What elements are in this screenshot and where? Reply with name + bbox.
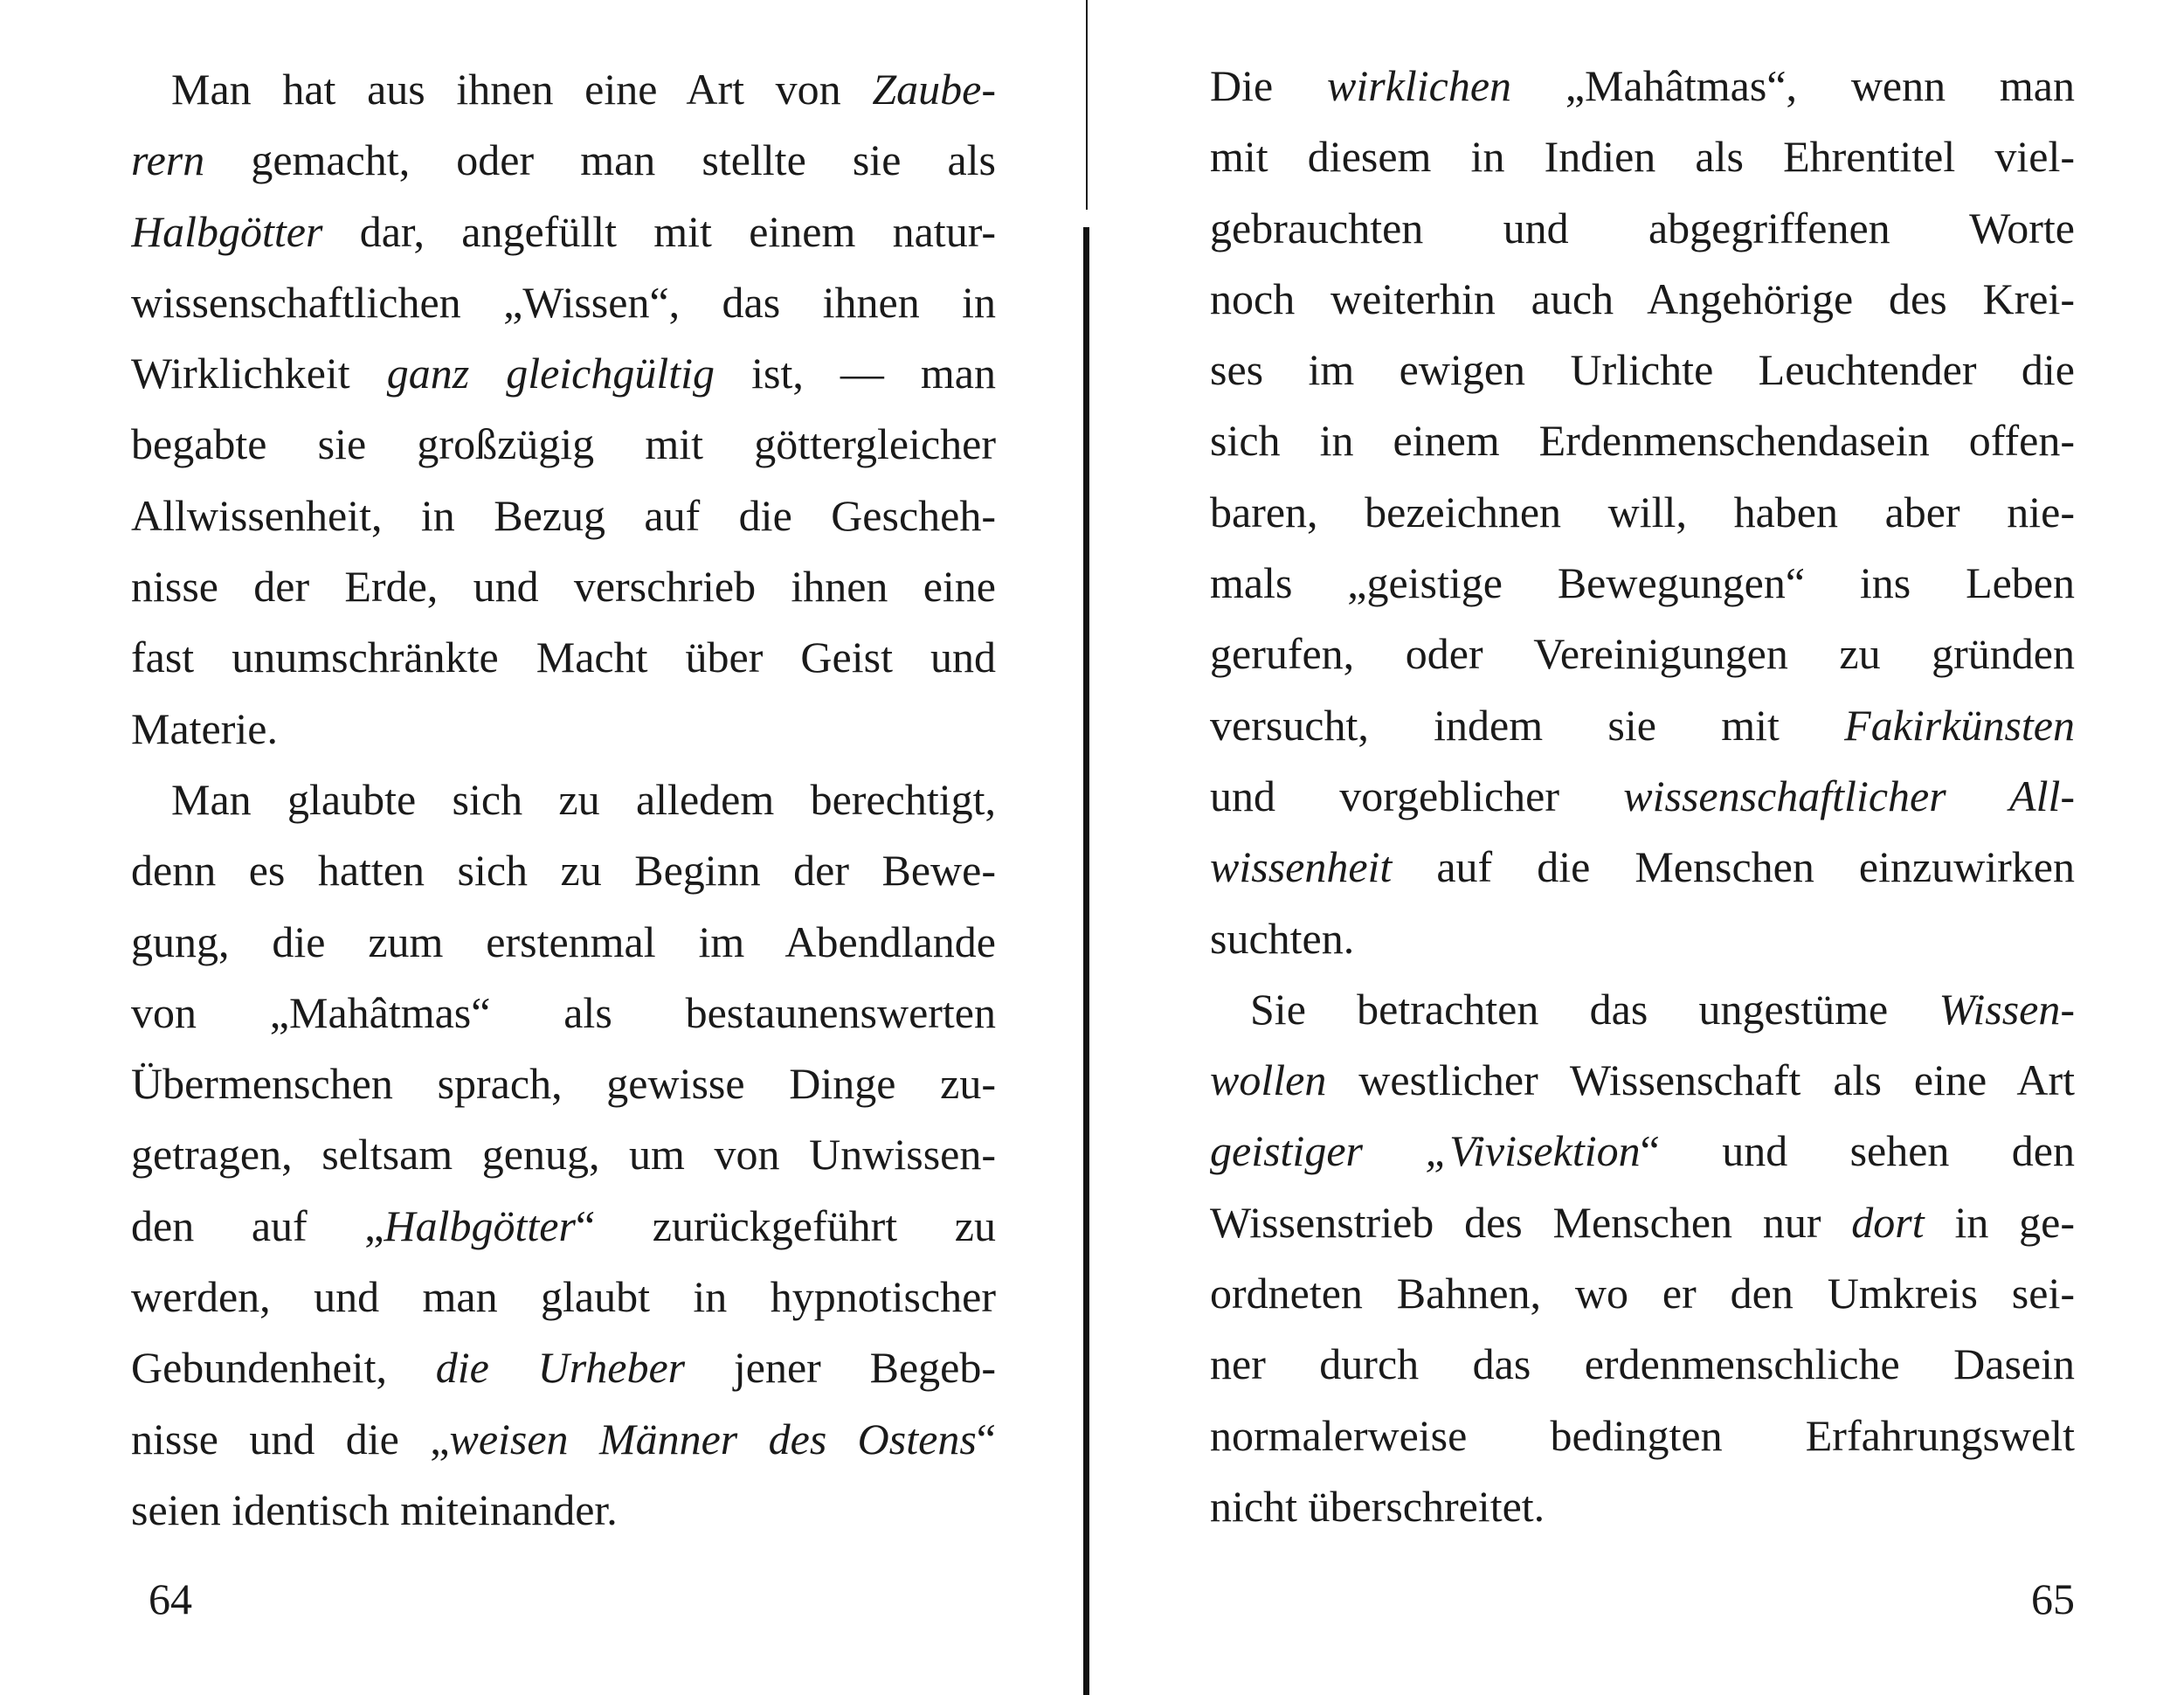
text-run: Man hat aus ihnen eine Art von [171,65,873,114]
text-run: in ge- [1924,1197,2075,1247]
text-run: Materie. [131,703,278,753]
left-page-number: 64 [149,1574,192,1623]
text-run: denn es hatten sich zu Beginn der Bewe- [131,846,996,896]
text-run: mals „geistige Bewegungen“ ins Leben [1210,558,2075,608]
text-run: “ und sehen den [1640,1126,2075,1176]
left-page-text [131,54,996,1546]
text-line [131,1191,996,1262]
text-run: auf die Menschen einzuwirken [1392,842,2075,892]
text-run: Übermenschen sprach, gewisse Dinge zu- [131,1059,996,1109]
text-run: werden, und man glaubt in hypnotischer [131,1272,996,1322]
text-line [1210,761,2075,832]
text-run: Allwissenheit, in Bezug auf die Gescheh- [131,490,996,540]
text-run: dar, angefüllt mit einem natur- [322,206,996,256]
text-run: suchten. [1210,913,1355,963]
text-line [131,694,996,764]
text-line [131,978,996,1048]
text-run: ses im ewigen Urlichte Leuchtender die [1210,345,2075,395]
italic-text: dort [1851,1197,1925,1247]
text-line [131,197,996,267]
text-run: und vorgeblicher [1210,771,1624,820]
text-line [1210,121,2075,192]
text-line [131,54,996,125]
left-page [131,0,996,1695]
text-line [131,409,996,480]
text-run: begabte sie großzügig mit göttergleicher [131,419,996,469]
text-run: nisse und die „ [131,1414,450,1463]
text-line [131,764,996,835]
text-run: Wirklichkeit [131,349,387,398]
text-line [131,1262,996,1332]
text-line [1210,619,2075,689]
text-line [131,1332,996,1403]
text-line [131,1048,996,1119]
text-run: Wissenstrieb des Menschen nur [1210,1197,1852,1247]
text-run: gung, die zum erstenmal im Abendlande [131,917,996,966]
text-line [131,622,996,693]
gutter-line-top [1086,0,1088,210]
text-run: seien identisch miteinander. [131,1484,618,1534]
right-page-text [1210,51,2075,1542]
text-run: Sie betrachten das ungestüme [1250,984,1939,1034]
text-run: Gebundenheit, [131,1343,436,1393]
text-run: ordneten Bahnen, wo er den Umkreis sei- [1210,1269,2075,1318]
text-run: jener Begeb- [685,1343,996,1393]
italic-text: weisen Männer des Ostens [449,1414,977,1463]
text-line [1210,1401,2075,1471]
gutter-line [1083,227,1089,1695]
text-run: wissenschaftlichen „Wissen“, das ihnen in [131,277,996,327]
text-run: “ [976,1414,996,1463]
italic-text: wissenschaftlicher All- [1623,771,2075,820]
text-line [1210,405,2075,476]
text-line [131,481,996,551]
italic-text: Zaube- [872,65,996,114]
text-line [1210,832,2075,903]
text-run: Man glaubte sich zu alledem berechtigt, [171,774,996,824]
text-line [131,125,996,196]
text-run: nicht überschreitet. [1210,1481,1545,1531]
text-line [131,1404,996,1475]
text-run: sich in einem Erdenmenschendasein offen- [1210,416,2075,466]
italic-text: Fakirkünsten [1844,700,2075,750]
right-page-number: 65 [2031,1574,2075,1623]
text-line [1210,690,2075,761]
italic-text: Halbgötter [384,1200,576,1250]
text-run: Die [1210,61,1327,110]
text-line [131,338,996,409]
text-line [131,551,996,622]
italic-text: wollen [1210,1055,1327,1105]
text-line [1210,903,2075,974]
text-line [1210,264,2075,335]
text-run: noch weiterhin auch Angehörige des Krei- [1210,273,2075,323]
text-line [1210,974,2075,1045]
text-line [131,835,996,906]
text-line [1210,51,2075,121]
text-run: „Mahâtmas“, wenn man [1511,61,2075,110]
text-run: nisse der Erde, und verschrieb ihnen eine [131,562,996,612]
text-run: von „Mahâtmas“ als bestaunenswerten [131,987,996,1037]
text-line [131,1475,996,1546]
text-run: fast unumschränkte Macht über Geist und [131,633,996,682]
italic-text: die Urheber [435,1343,686,1393]
text-line [1210,335,2075,405]
text-run: westlicher Wissenschaft als eine Art [1326,1055,2075,1105]
text-run: versucht, indem sie mit [1210,700,1845,750]
italic-text: wirklichen [1327,61,1512,110]
text-line [1210,1116,2075,1186]
italic-text: geistiger „Vivisektion [1210,1126,1641,1176]
text-line [131,1119,996,1190]
text-run: ner durch das erdenmenschliche Dasein [1210,1339,2075,1389]
right-page [1210,0,2075,1695]
text-line [1210,1471,2075,1542]
text-line [1210,548,2075,619]
text-run: baren, bezeichnen will, haben aber nie- [1210,487,2075,536]
italic-text: ganz gleichgültig [386,349,715,398]
text-run: gemacht, oder man stellte sie als [204,135,996,185]
text-line [1210,1045,2075,1116]
text-run: den auf „ [131,1200,384,1250]
italic-text: Halbgötter [131,206,323,256]
italic-text: Wissen- [1939,984,2075,1034]
text-line [1210,1187,2075,1258]
text-line [1210,477,2075,548]
text-run: mit diesem in Indien als Ehrentitel viel- [1210,132,2075,182]
text-line [1210,193,2075,264]
text-run: normalerweise bedingten Erfahrungswelt [1210,1410,2075,1460]
text-run: gebrauchten und abgegriffenen Worte [1210,203,2075,253]
text-line [131,907,996,978]
text-run: getragen, seltsam genug, um von Unwissen- [131,1130,996,1180]
text-line [1210,1329,2075,1400]
text-run: “ zurückgeführt zu [575,1200,996,1250]
text-line [131,267,996,338]
text-run: gerufen, oder Vereinigungen zu gründen [1210,629,2075,679]
text-line [1210,1258,2075,1329]
italic-text: rern [131,135,205,185]
text-run: ist, — man [715,349,996,398]
italic-text: wissenheit [1210,842,1393,892]
